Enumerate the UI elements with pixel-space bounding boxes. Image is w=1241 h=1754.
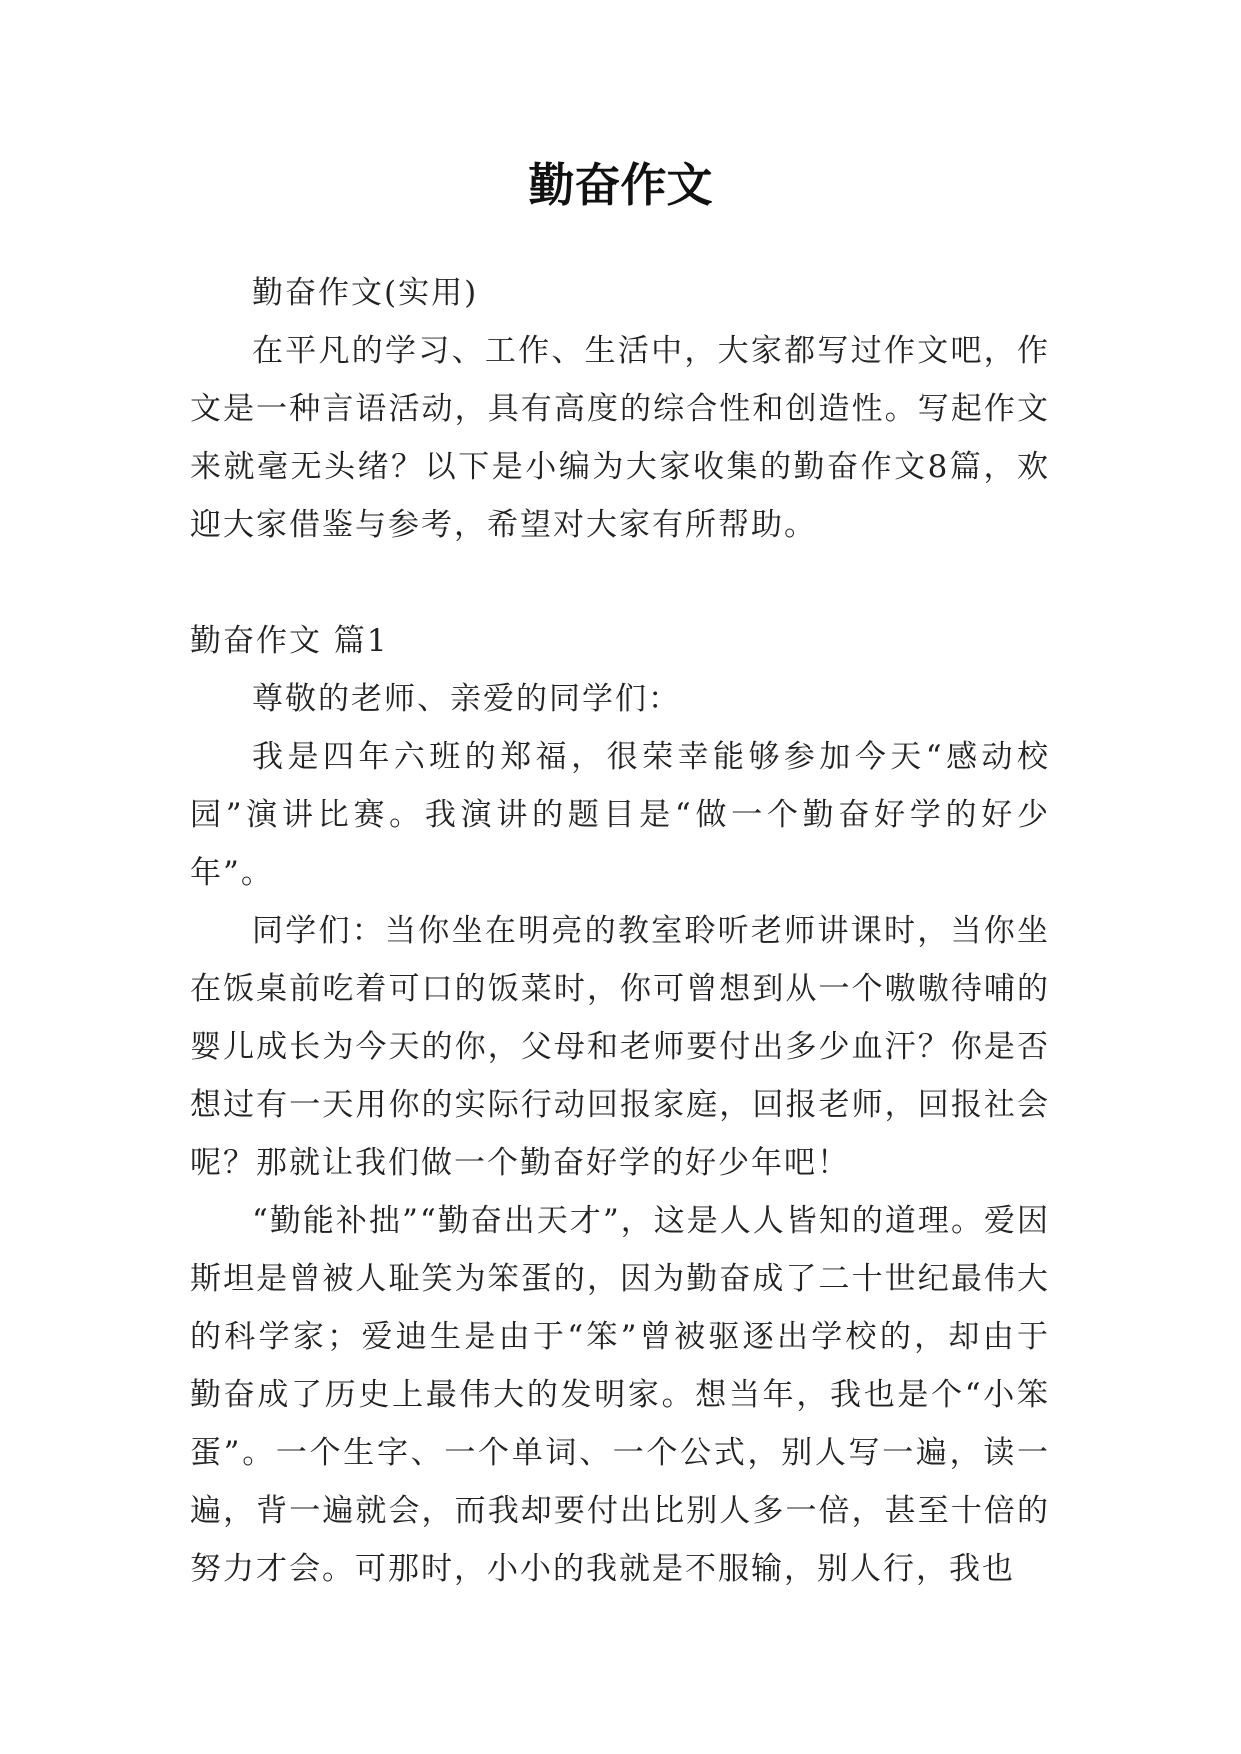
document-title: 勤奋作文 [528, 158, 713, 212]
body-paragraph: 我是四年六班的郑福，很荣幸能够参加今天“感动校园”演讲比赛。我演讲的题目是“做一个勤奋好学的好少年”。 [190, 739, 1050, 891]
document-subtitle: 勤奋作文(实用) [252, 275, 479, 311]
body-paragraph: “勤能补拙”“勤奋出天才”，这是人人皆知的道理。爱因斯坦是曾被人耻笑为笨蛋的，因为勤奋成了二十世纪最伟大的科学家；爱迪生是由于“笨”曾被驱逐出学校的，却由于勤奋成了历史上最伟大的发明家。想当年，我也是个“小笨蛋”。一个生字、一个单词、一个公式，别人写一遍，读一遍，背一遍就会，而我却要付出比别人多一倍，甚至十倍的努力才会。可那时，小小的我就是不服输，别人行，我也 [190, 1203, 1050, 1587]
intro-paragraph: 在平凡的学习、工作、生活中，大家都写过作文吧，作文是一种言语活动，具有高度的综合性和创造性。写起作文来就毫无头绪？以下是小编为大家收集的勤奋作文8篇，欢迎大家借鉴与参考，希望对大家有所帮助。 [190, 333, 1050, 543]
document-body [190, 264, 1050, 1598]
body-paragraph: 同学们：当你坐在明亮的教室聆听老师讲课时，当你坐在饭桌前吃着可口的饭菜时，你可曾想到从一个嗷嗷待哺的婴儿成长为今天的你，父母和老师要付出多少血汗？你是否想过有一天用你的实际行动回报家庭，回报老师，回报社会呢？那就让我们做一个勤奋好学的好少年吧！ [190, 913, 1050, 1181]
body-paragraph: 尊敬的老师、亲爱的同学们： [252, 681, 681, 717]
section-heading: 勤奋作文 篇1 [190, 623, 389, 659]
